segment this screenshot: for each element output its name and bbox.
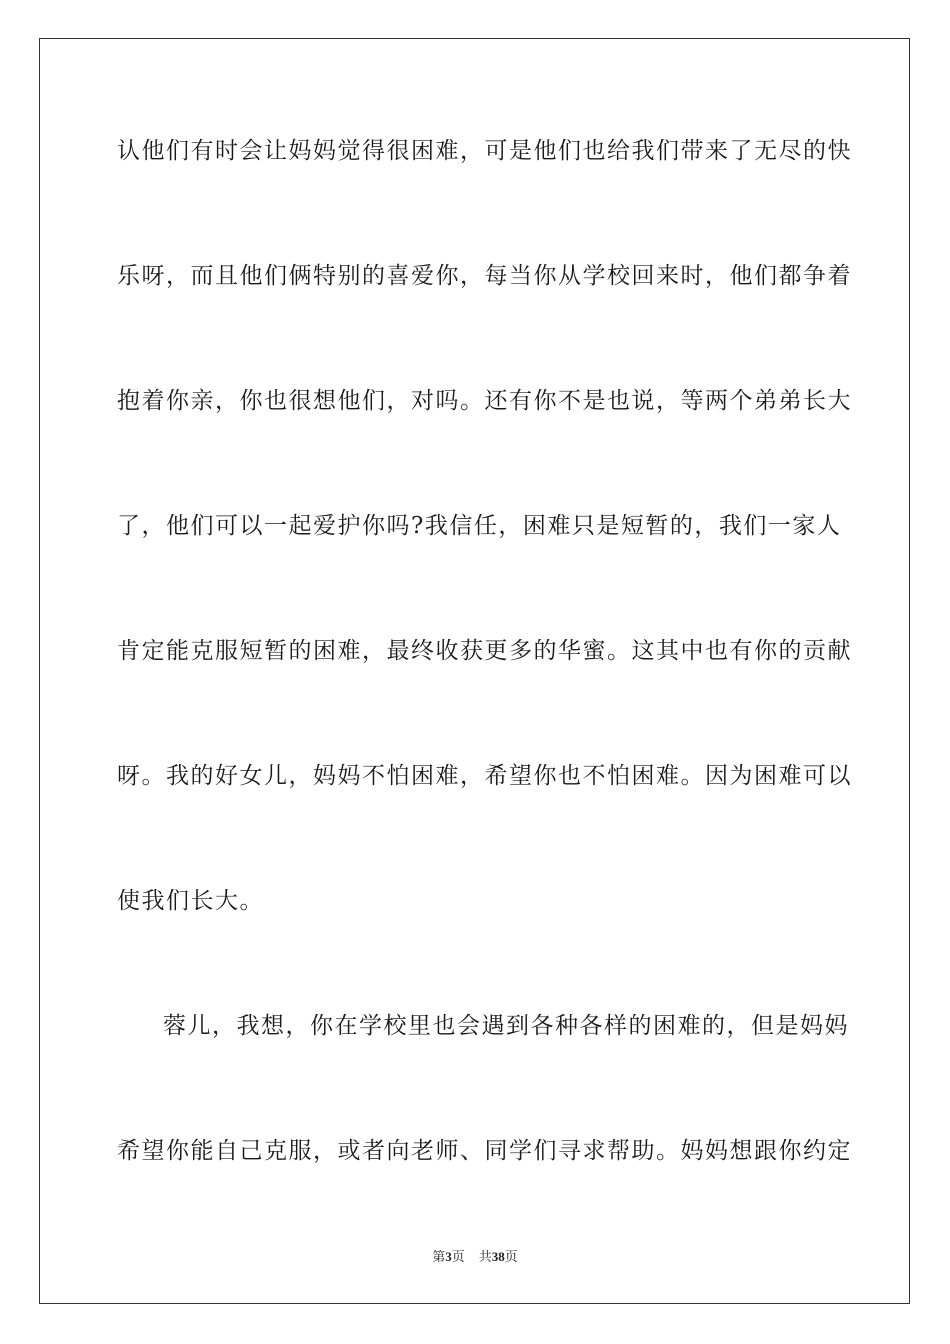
body-text-line: 使我们长大。 <box>117 888 264 914</box>
body-text-line: 了，他们可以一起爱护你吗?我信任，困难只是短暂的，我们一家人 <box>117 513 842 539</box>
paragraph-first-line: 蓉儿，我想，你在学校里也会遇到各种各样的困难的，但是妈妈 <box>163 1013 849 1039</box>
body-text-line: 抱着你亲，你也很想他们，对吗。还有你不是也说，等两个弟弟长大 <box>117 388 852 414</box>
body-text-line: 乐呀，而且他们俩特别的喜爱你，每当你从学校回来时，他们都争着 <box>117 263 852 289</box>
page-border <box>39 38 910 1304</box>
body-text-line: 肯定能克服短暂的困难，最终收获更多的华蜜。这其中也有你的贡献 <box>117 638 852 664</box>
total-suffix: 页 <box>504 1250 518 1265</box>
current-page-number: 3 <box>445 1249 452 1264</box>
page-suffix: 页 <box>451 1250 465 1265</box>
body-text-line: 呀。我的好女儿，妈妈不怕困难，希望你也不怕困难。因为困难可以 <box>117 763 852 789</box>
page-footer <box>0 1248 950 1267</box>
total-prefix: 共 <box>478 1250 492 1265</box>
total-page-count: 38 <box>491 1249 505 1264</box>
page-prefix: 第 <box>432 1250 446 1265</box>
body-text-line: 希望你能自己克服，或者向老师、同学们寻求帮助。妈妈想跟你约定 <box>117 1138 852 1164</box>
body-text-line: 认他们有时会让妈妈觉得很困难，可是他们也给我们带来了无尽的快 <box>117 138 852 164</box>
